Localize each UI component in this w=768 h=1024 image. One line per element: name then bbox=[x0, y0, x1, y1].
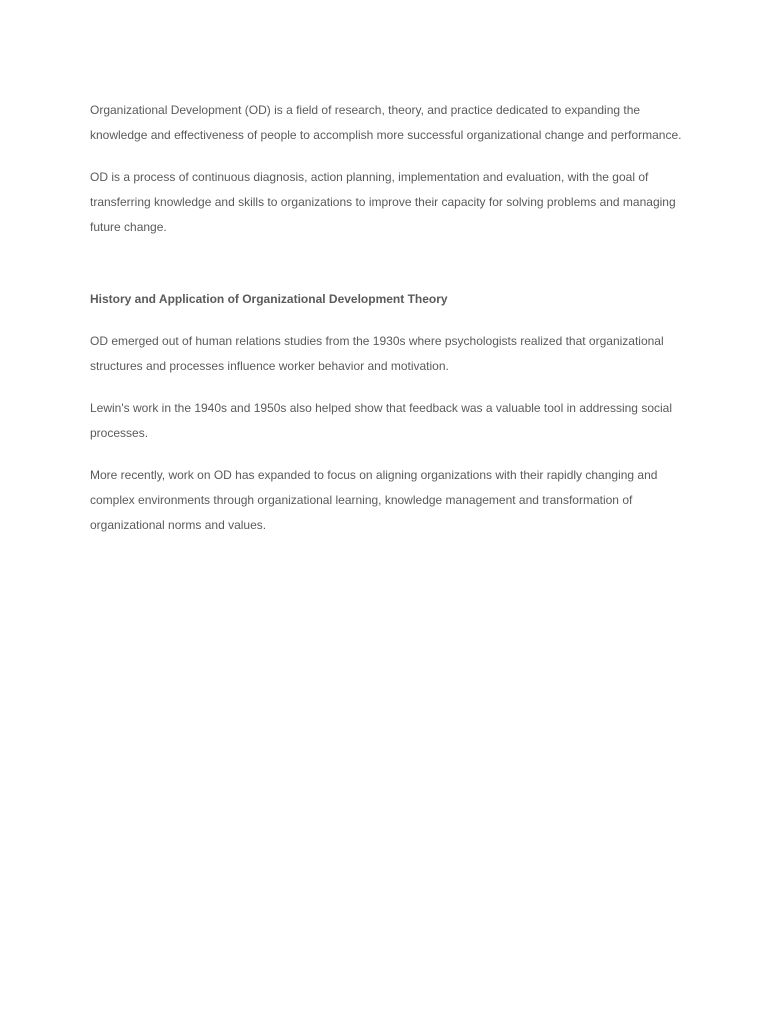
section-paragraph-3: More recently, work on OD has expanded to focus on aligning organizations with their rapidly changing and complex environments through organizational learning, knowledge management and transformation of organizational norms and values. bbox=[90, 468, 658, 532]
intro-paragraph-2: OD is a process of continuous diagnosis, action planning, implementation and evaluation, with the goal of transferring knowledge and skills to organizations to improve their capacity for solving problems and managing future change. bbox=[90, 170, 676, 234]
section-spacer bbox=[90, 257, 690, 287]
section-heading: History and Application of Organizational Development Theory bbox=[90, 292, 448, 306]
section-paragraph-2: Lewin's work in the 1940s and 1950s also helped show that feedback was a valuable tool in addressing social processes. bbox=[90, 401, 672, 440]
section-paragraph-1: OD emerged out of human relations studies from the 1930s where psychologists realized that organizational structures and processes influence worker behavior and motivation. bbox=[90, 334, 664, 373]
document-body bbox=[90, 98, 690, 555]
intro-paragraph-1: Organizational Development (OD) is a field of research, theory, and practice dedicated to expanding the knowledge and effectiveness of people to accomplish more successful organizational change and performance. bbox=[90, 103, 682, 142]
